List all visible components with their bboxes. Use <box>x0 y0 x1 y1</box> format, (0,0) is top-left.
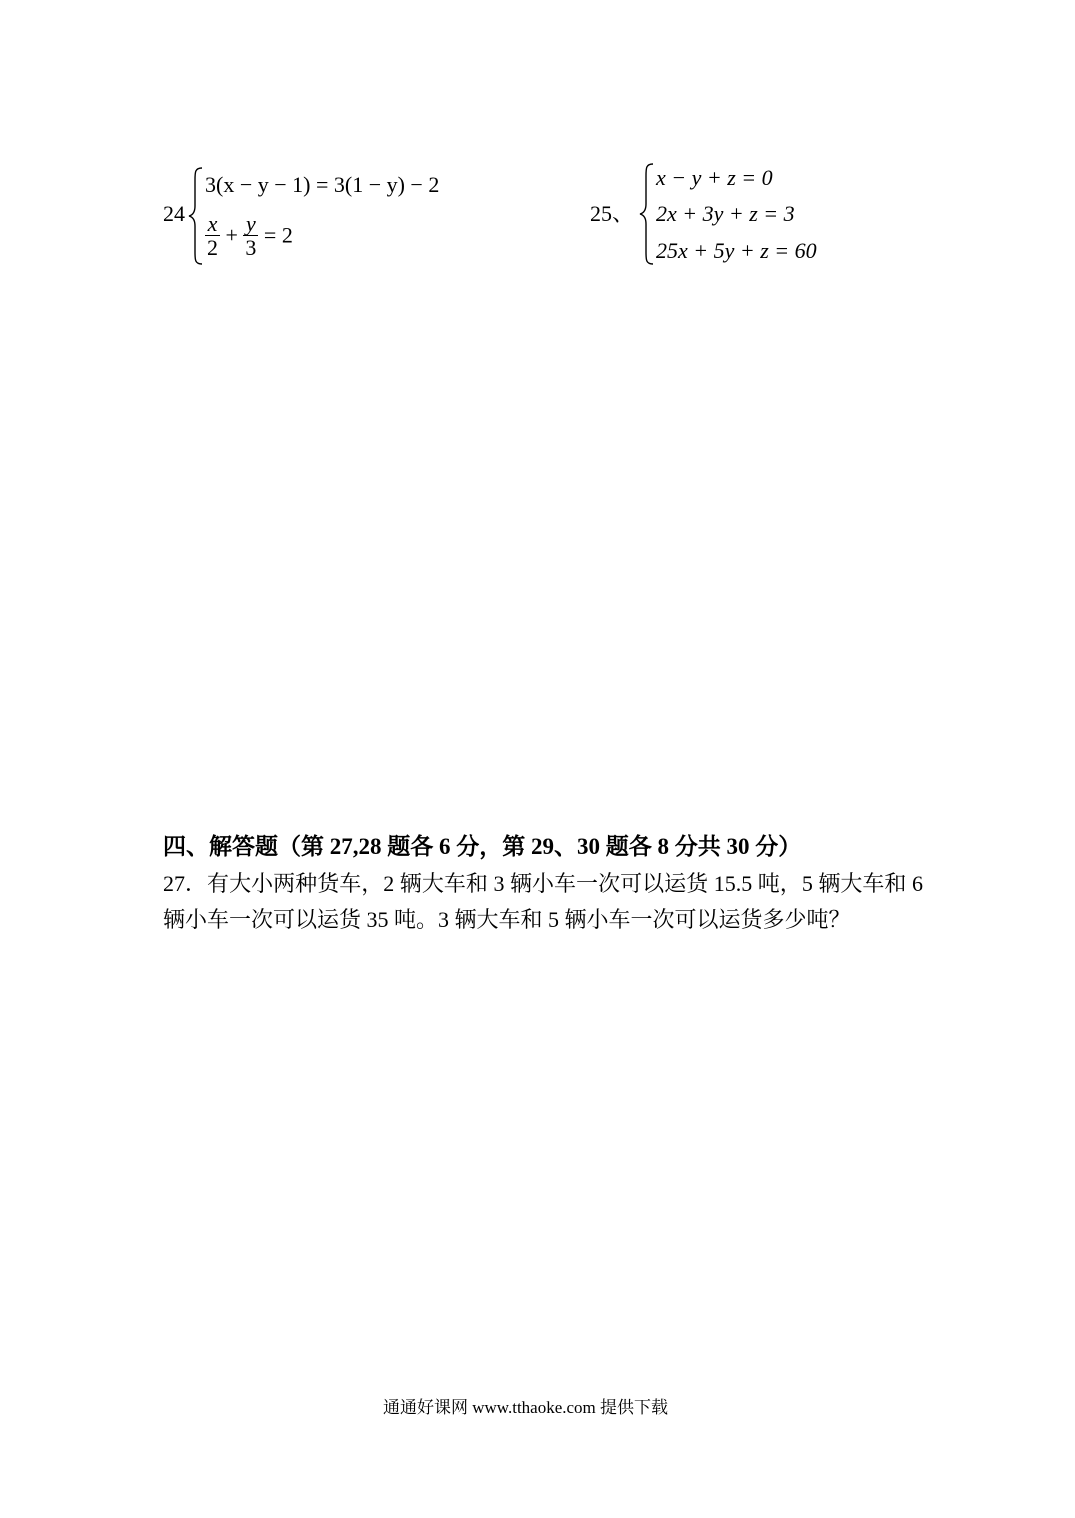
question-24-equation-2: $\frac{x}{2}$ + $\frac{y}{3}$ = 2 <box>207 211 293 261</box>
question-25-equation-1: x − y + z = 0 <box>656 165 773 190</box>
question-24 <box>163 160 483 270</box>
question-25-equation-2: 2x + 3y + z = 3 <box>656 201 795 226</box>
question-25 <box>590 160 850 270</box>
section-title: 四、解答题（第 27,28 题各 6 分，第 29、30 题各 8 分共 30 分） <box>163 834 802 859</box>
page-footer: 通通好课网 www.tthaoke.com 提供下载 <box>383 1398 669 1417</box>
question-25-equation-3: 25x + 5y + z = 60 <box>656 238 817 263</box>
brace-icon <box>187 166 205 266</box>
question-27: 27．有大小两种货车，2 辆大车和 3 辆小车一次可以运货 15.5 吨，5 辆大车和 6 辆小车一次可以运货 35 吨。3 辆大车和 5 辆小车一次可以运货多少吨？ <box>163 871 923 932</box>
question-25-number: 25、 <box>590 201 635 226</box>
brace-icon <box>638 162 656 266</box>
fraction-y-over-3: $\frac{y}{3}$ <box>245 211 257 261</box>
question-24-number: 24 <box>163 201 185 226</box>
fraction-x-over-2: $\frac{x}{2}$ <box>207 211 218 261</box>
question-24-equation-1: 3(x − y − 1) = 3(1 − y) − 2 <box>205 172 440 197</box>
